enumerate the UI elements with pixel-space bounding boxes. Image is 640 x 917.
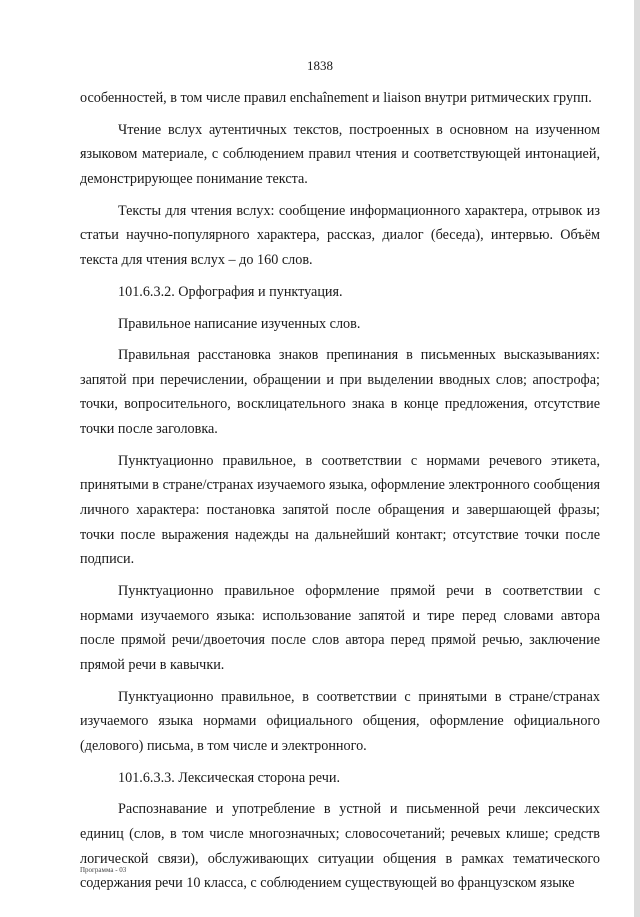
paragraph-punctuation-marks: Правильная расстановка знаков препинания в письменных высказываниях: запятой при перечислении, обращении и при выделении вводных слов; апострофа; точки, вопросительного, восклицательного знака в конце предложения, отсутствие точки после заголовка. xyxy=(80,347,600,438)
section-heading-lexical: 101.6.3.3. Лексическая сторона речи. xyxy=(118,769,341,786)
paragraph-reading-texts: Тексты для чтения вслух: сообщение информационного характера, отрывок из статьи научно-популярного характера, рассказ, диалог (беседа), интервью. Объём текста для чтения вслух – до 160 слов. xyxy=(80,202,600,268)
paragraph-spelling: Правильное написание изученных слов. xyxy=(118,315,361,332)
paragraph-lexical-units: Распознавание и употребление в устной и письменной речи лексических единиц (слов, в том числе многозначных; словосочетаний; речевых клише; средств логической связи), обслуживающих ситуации общения в рамках тематического содержания речи 10 класса, с соблюдением существующей во французском языке xyxy=(80,801,600,892)
scan-edge xyxy=(634,0,640,917)
section-heading-orthography: 101.6.3.2. Орфография и пунктуация. xyxy=(118,283,343,300)
paragraph-direct-speech: Пунктуационно правильное оформление прямой речи в соответствии с нормами изучаемого языка: использование запятой и тире перед словами автора после прямой речи/двоеточия после слов автора перед прямой речью, заключение прямой речи в кавычки. xyxy=(80,583,600,673)
paragraph-personal-email: Пунктуационно правильное, в соответствии с нормами речевого этикета, принятыми в стране/странах изучаемого языка, оформление электронного сообщения личного характера: постановка запятой после обращения и завершающей фразы; точки после выражения надежды на дальнейший контакт; отсутствие точки после подписи. xyxy=(80,452,600,568)
page-number: 1838 xyxy=(307,58,333,73)
paragraph-official-letter: Пунктуационно правильное, в соответствии с принятыми в стране/странах изучаемого языка нормами официального общения, оформление официального (делового) письма, в том числе и электронного. xyxy=(80,688,600,754)
paragraph-continuation: особенностей, в том числе правил enchaînement и liaison внутри ритмических групп. xyxy=(80,90,592,106)
page-footer: Программа - 03 xyxy=(80,866,127,874)
paragraph-reading-aloud: Чтение вслух аутентичных текстов, построенных в основном на изученном языковом материале, с соблюдением правил чтения и соответствующей интонацией, демонстрирующее понимание текста. xyxy=(80,121,600,187)
document-body xyxy=(80,86,600,903)
